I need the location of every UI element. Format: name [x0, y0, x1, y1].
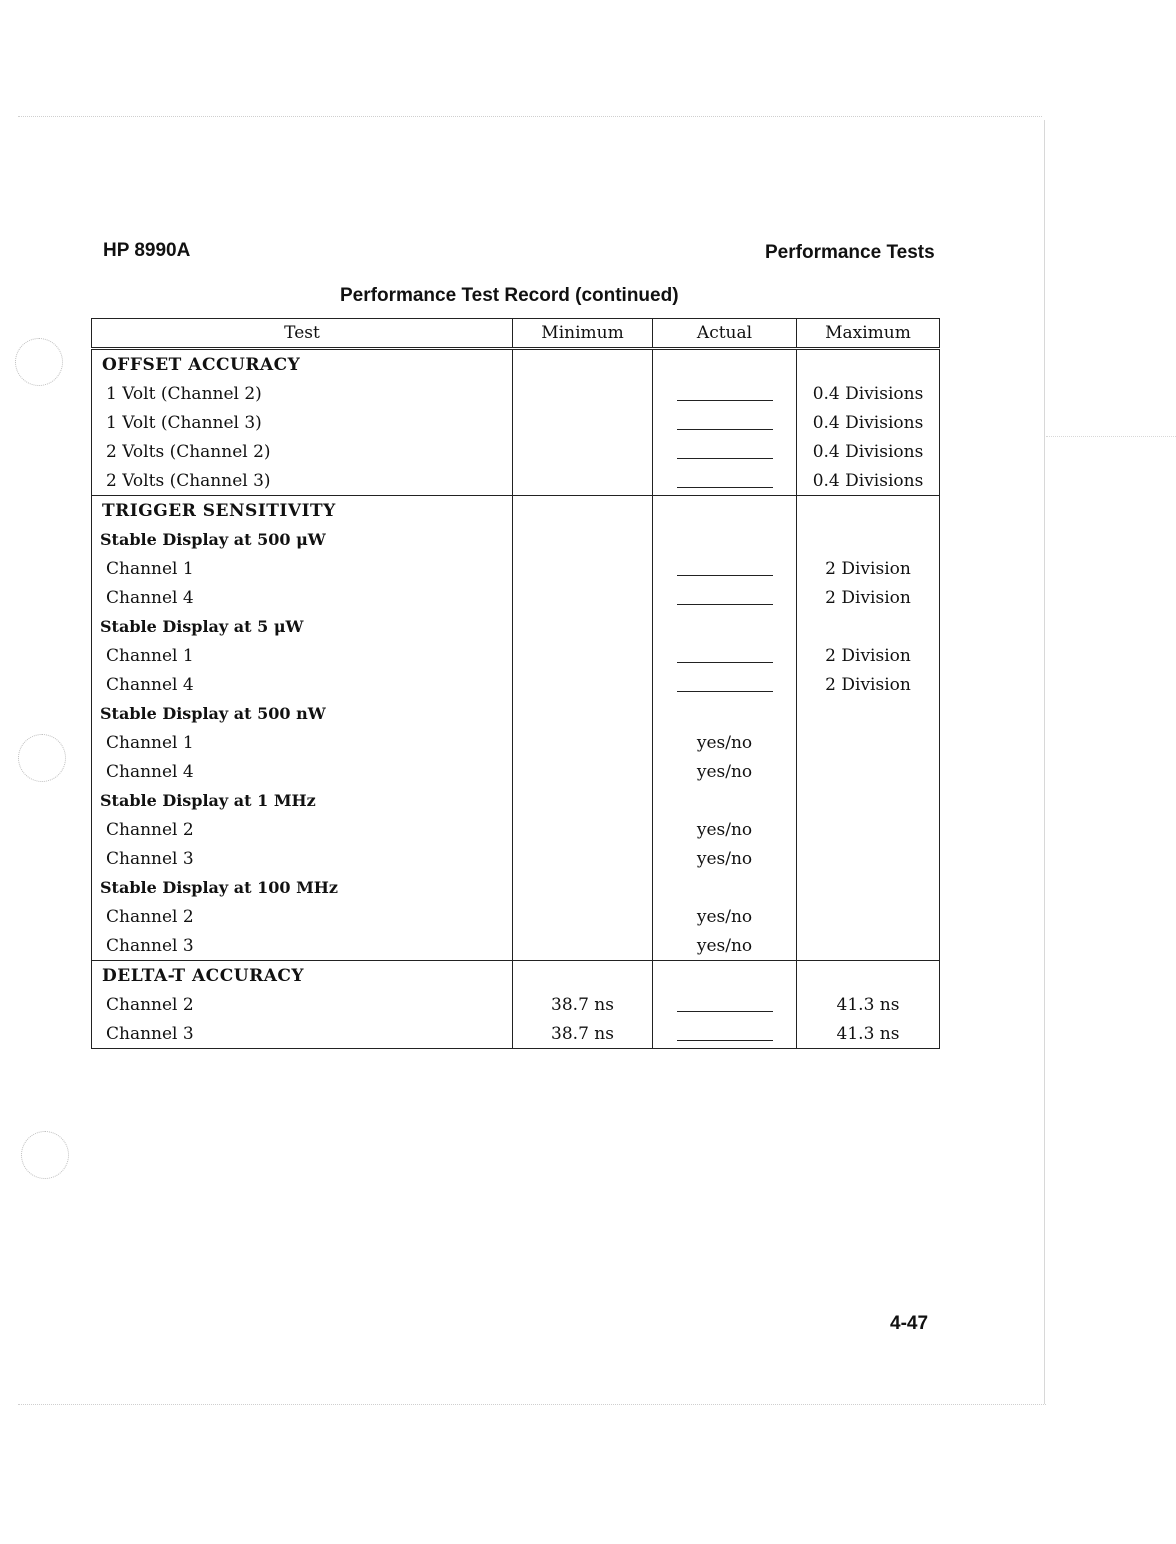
subsection-title-row	[92, 612, 940, 641]
actual-entry-blank[interactable]	[677, 446, 773, 459]
test-name: Channel 2	[92, 902, 513, 931]
table-row	[92, 1019, 940, 1049]
test-name: Channel 1	[92, 728, 513, 757]
test-name: Channel 4	[92, 670, 513, 699]
actual-yes-no[interactable]: yes/no	[653, 757, 797, 786]
actual-entry-blank[interactable]	[677, 475, 773, 488]
punch-hole-bottom	[21, 1131, 69, 1179]
actual-entry-blank[interactable]	[677, 388, 773, 401]
punch-hole-top	[15, 338, 63, 386]
test-name: Channel 2	[92, 990, 513, 1019]
table-row	[92, 931, 940, 961]
test-name: Channel 4	[92, 757, 513, 786]
actual-yes-no[interactable]: yes/no	[653, 902, 797, 931]
actual-yes-no[interactable]: yes/no	[653, 931, 797, 961]
subsection-title: Stable Display at 100 MHz	[92, 873, 513, 902]
subsection-title-row	[92, 786, 940, 815]
table-row	[92, 902, 940, 931]
section-delta-t-accuracy	[92, 961, 940, 1049]
subsection-title-row	[92, 873, 940, 902]
running-header-section: Performance Tests	[765, 242, 935, 263]
test-name: Channel 2	[92, 815, 513, 844]
test-name: 1 Volt (Channel 3)	[92, 408, 513, 437]
section-title: OFFSET ACCURACY	[92, 349, 513, 380]
actual-entry-blank[interactable]	[677, 1028, 773, 1041]
test-name: Channel 1	[92, 554, 513, 583]
table-row	[92, 379, 940, 408]
page-edge-side	[1046, 436, 1176, 437]
page-edge-right	[1044, 120, 1045, 1404]
column-header-actual: Actual	[653, 319, 797, 349]
table-row	[92, 641, 940, 670]
maximum-value: 0.4 Divisions	[797, 466, 940, 496]
maximum-value: 41.3 ns	[797, 1019, 940, 1049]
table-row	[92, 728, 940, 757]
maximum-value: 2 Division	[797, 670, 940, 699]
running-header-model: HP 8990A	[103, 240, 191, 261]
table-row	[92, 408, 940, 437]
actual-entry-blank[interactable]	[677, 650, 773, 663]
subsection-title-row	[92, 525, 940, 554]
table-title: Performance Test Record (continued)	[340, 285, 679, 306]
maximum-value: 0.4 Divisions	[797, 408, 940, 437]
subsection-title: Stable Display at 5 μW	[92, 612, 513, 641]
column-header-test: Test	[92, 319, 513, 349]
minimum-value: 38.7 ns	[513, 1019, 653, 1049]
test-name: 1 Volt (Channel 2)	[92, 379, 513, 408]
table-row	[92, 554, 940, 583]
subsection-title: Stable Display at 500 nW	[92, 699, 513, 728]
test-name: Channel 4	[92, 583, 513, 612]
section-offset-accuracy	[92, 349, 940, 496]
maximum-value: 2 Division	[797, 641, 940, 670]
table-header-row	[92, 319, 940, 349]
actual-yes-no[interactable]: yes/no	[653, 844, 797, 873]
column-header-maximum: Maximum	[797, 319, 940, 349]
section-trigger-sensitivity	[92, 496, 940, 961]
test-name: Channel 3	[92, 931, 513, 961]
table-row	[92, 437, 940, 466]
punch-hole-middle	[18, 734, 66, 782]
subsection-title: Stable Display at 500 μW	[92, 525, 513, 554]
table-row	[92, 990, 940, 1019]
table-row	[92, 757, 940, 786]
test-name: Channel 3	[92, 844, 513, 873]
actual-entry-blank[interactable]	[677, 999, 773, 1012]
subsection-title-row	[92, 699, 940, 728]
section-title-row	[92, 349, 940, 380]
test-name: 2 Volts (Channel 2)	[92, 437, 513, 466]
minimum-value: 38.7 ns	[513, 990, 653, 1019]
section-title-row	[92, 961, 940, 991]
performance-test-record-table	[91, 318, 940, 1049]
table-row	[92, 583, 940, 612]
maximum-value: 2 Division	[797, 554, 940, 583]
actual-entry-blank[interactable]	[677, 592, 773, 605]
section-title: TRIGGER SENSITIVITY	[92, 496, 513, 526]
subsection-title: Stable Display at 1 MHz	[92, 786, 513, 815]
maximum-value: 0.4 Divisions	[797, 437, 940, 466]
page-edge-bottom	[18, 1404, 1046, 1405]
maximum-value: 0.4 Divisions	[797, 379, 940, 408]
table-row	[92, 466, 940, 496]
column-header-minimum: Minimum	[513, 319, 653, 349]
test-name: 2 Volts (Channel 3)	[92, 466, 513, 496]
actual-entry-blank[interactable]	[677, 417, 773, 430]
test-name: Channel 3	[92, 1019, 513, 1049]
table-row	[92, 815, 940, 844]
page-edge-top	[18, 116, 1042, 117]
test-name: Channel 1	[92, 641, 513, 670]
maximum-value: 2 Division	[797, 583, 940, 612]
actual-yes-no[interactable]: yes/no	[653, 728, 797, 757]
page-number: 4-47	[890, 1313, 929, 1334]
section-title-row	[92, 496, 940, 526]
section-title: DELTA-T ACCURACY	[92, 961, 513, 991]
maximum-value: 41.3 ns	[797, 990, 940, 1019]
actual-yes-no[interactable]: yes/no	[653, 815, 797, 844]
table-row	[92, 670, 940, 699]
actual-entry-blank[interactable]	[677, 679, 773, 692]
actual-entry-blank[interactable]	[677, 563, 773, 576]
table-row	[92, 844, 940, 873]
